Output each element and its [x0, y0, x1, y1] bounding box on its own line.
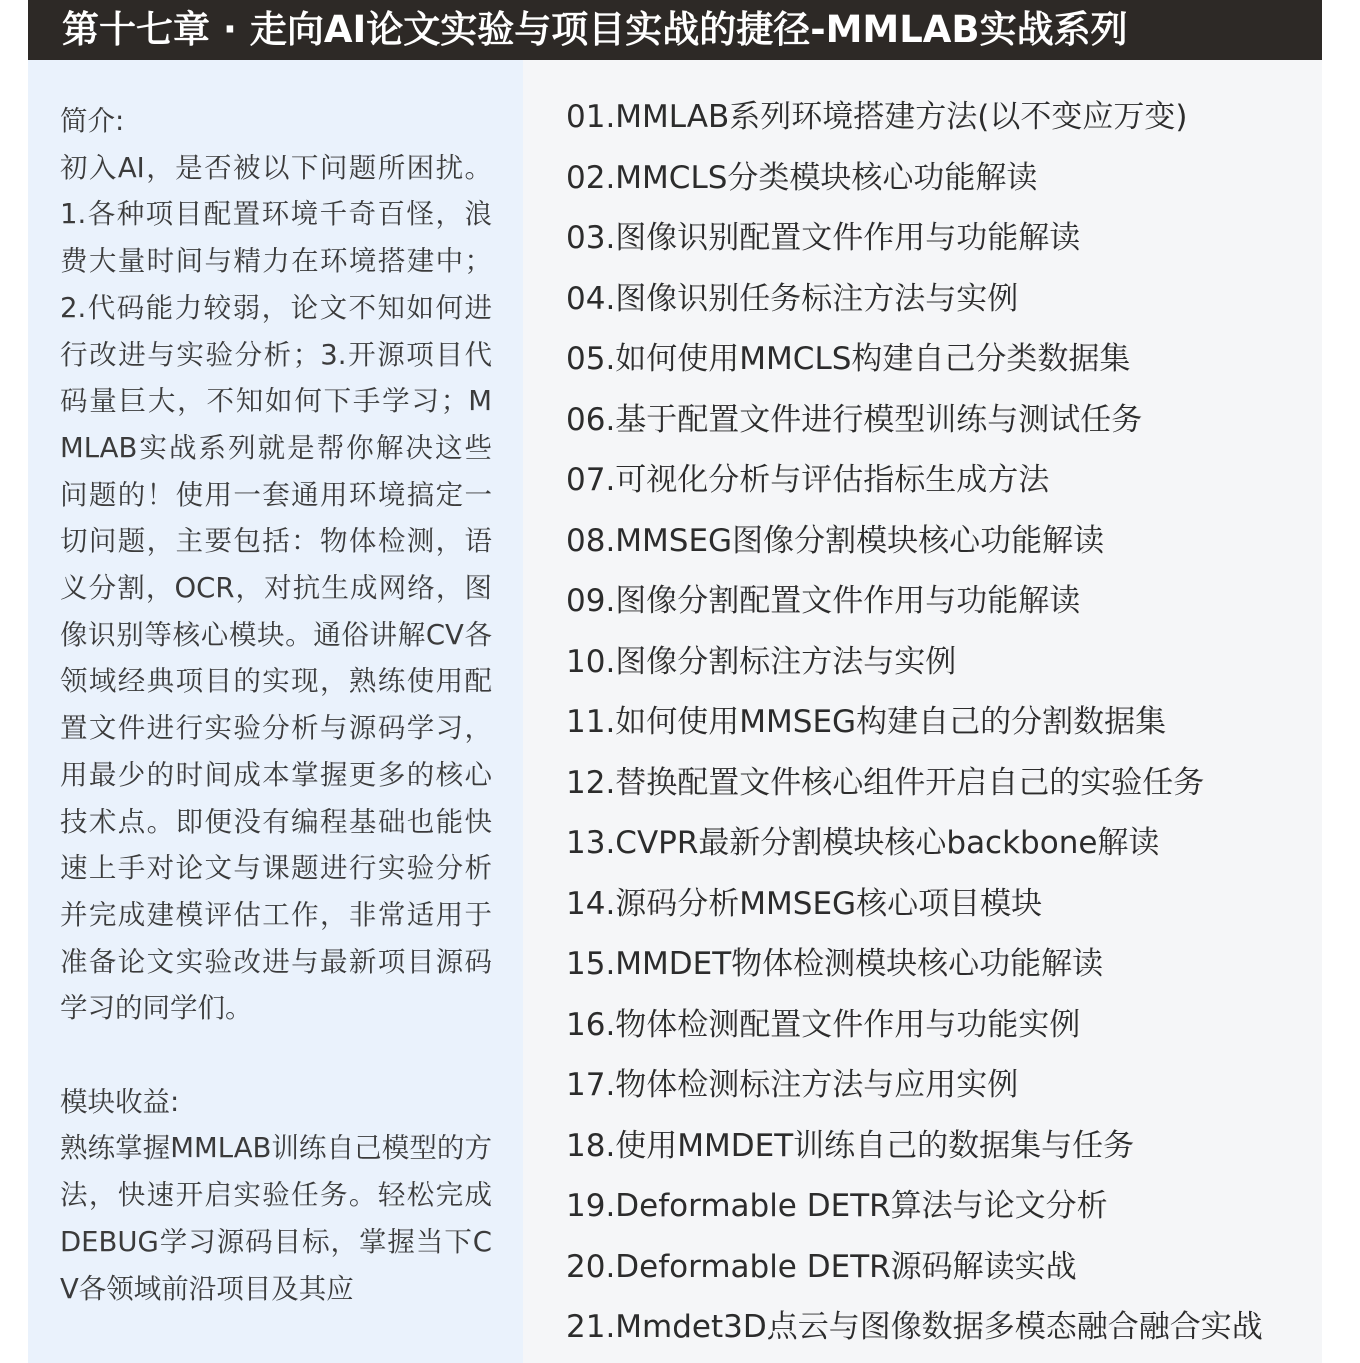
benefits-heading: 模块收益:: [60, 1085, 180, 1118]
intro-body: 初入AI，是否被以下问题所困扰。1.各种项目配置环境千奇百怪，浪费大量时间与精力在环境搭建中；2.代码能力较弱，论文不知如何进行改进与实验分析；3.开源项目代码量巨大，不知如何下手学习；MMLAB实战系列就是帮你解决这些问题的！使用一套通用环境搞定一切问题，主要包括：物体检测，语义分割，OCR，对抗生成网络，图像识别等核心模块。通俗讲解CV各领域经典项目的实现，熟练使用配置文件进行实验分析与源码学习，用最少的时间成本掌握更多的核心技术点。即便没有编程基础也能快速上手对论文与课题进行实验分析并完成建模评估工作，非常适用于准备论文实验改进与最新项目源码学习的同学们。: [60, 151, 492, 1025]
toc-panel: [523, 60, 1322, 1363]
toc-item: 14.源码分析MMSEG核心项目模块: [566, 885, 1043, 922]
toc-item: 10.图像分割标注方法与实例: [566, 643, 957, 680]
toc-item: 16.物体检测配置文件作用与功能实例: [566, 1006, 1081, 1043]
toc-item: 19.Deformable DETR算法与论文分析: [566, 1188, 1108, 1224]
intro-heading: 简介:: [60, 105, 125, 137]
toc-item: 06.基于配置文件进行模型训练与测试任务: [566, 401, 1143, 438]
toc-item: 03.图像识别配置文件作用与功能解读: [566, 220, 1081, 256]
toc-item: 21.Mmdet3D点云与图像数据多模态融合融合实战: [566, 1309, 1263, 1345]
description-panel: [28, 60, 523, 1363]
toc-item: 08.MMSEG图像分割模块核心功能解读: [566, 522, 1105, 559]
chapter-title: 第十七章 · 走向AI论文实验与项目实战的捷径-MMLAB实战系列: [62, 8, 1128, 51]
toc-item: 18.使用MMDET训练自己的数据集与任务: [566, 1127, 1135, 1164]
toc-item: 13.CVPR最新分割模块核心backbone解读: [566, 825, 1160, 861]
toc-item: 02.MMCLS分类模块核心功能解读: [566, 159, 1038, 196]
toc-item: 07.可视化分析与评估指标生成方法: [566, 462, 1050, 498]
toc-item: 12.替换配置文件核心组件开启自己的实验任务: [566, 764, 1205, 801]
toc-item: 15.MMDET物体检测模块核心功能解读: [566, 946, 1104, 982]
benefits-body: 熟练掌握MMLAB训练自己模型的方法，快速开启实验任务。轻松完成DEBUG学习源码目标，掌握当下CV各领域前沿项目及其应: [60, 1132, 492, 1305]
toc-item: 11.如何使用MMSEG构建自己的分割数据集: [566, 704, 1167, 740]
toc-list: [566, 92, 1263, 1363]
toc-item: 17.物体检测标注方法与应用实例: [566, 1067, 1019, 1103]
toc-item: 05.如何使用MMCLS构建自己分类数据集: [566, 341, 1131, 377]
toc-item: 01.MMLAB系列环境搭建方法(以不变应万变): [566, 99, 1188, 135]
toc-item: 09.图像分割配置文件作用与功能解读: [566, 583, 1081, 619]
chapter-header: [28, 0, 1322, 60]
toc-item: 20.Deformable DETR源码解读实战: [566, 1248, 1077, 1285]
toc-item: 04.图像识别任务标注方法与实例: [566, 280, 1019, 317]
description-text: [60, 98, 492, 1312]
section-spacer: [60, 1032, 492, 1079]
